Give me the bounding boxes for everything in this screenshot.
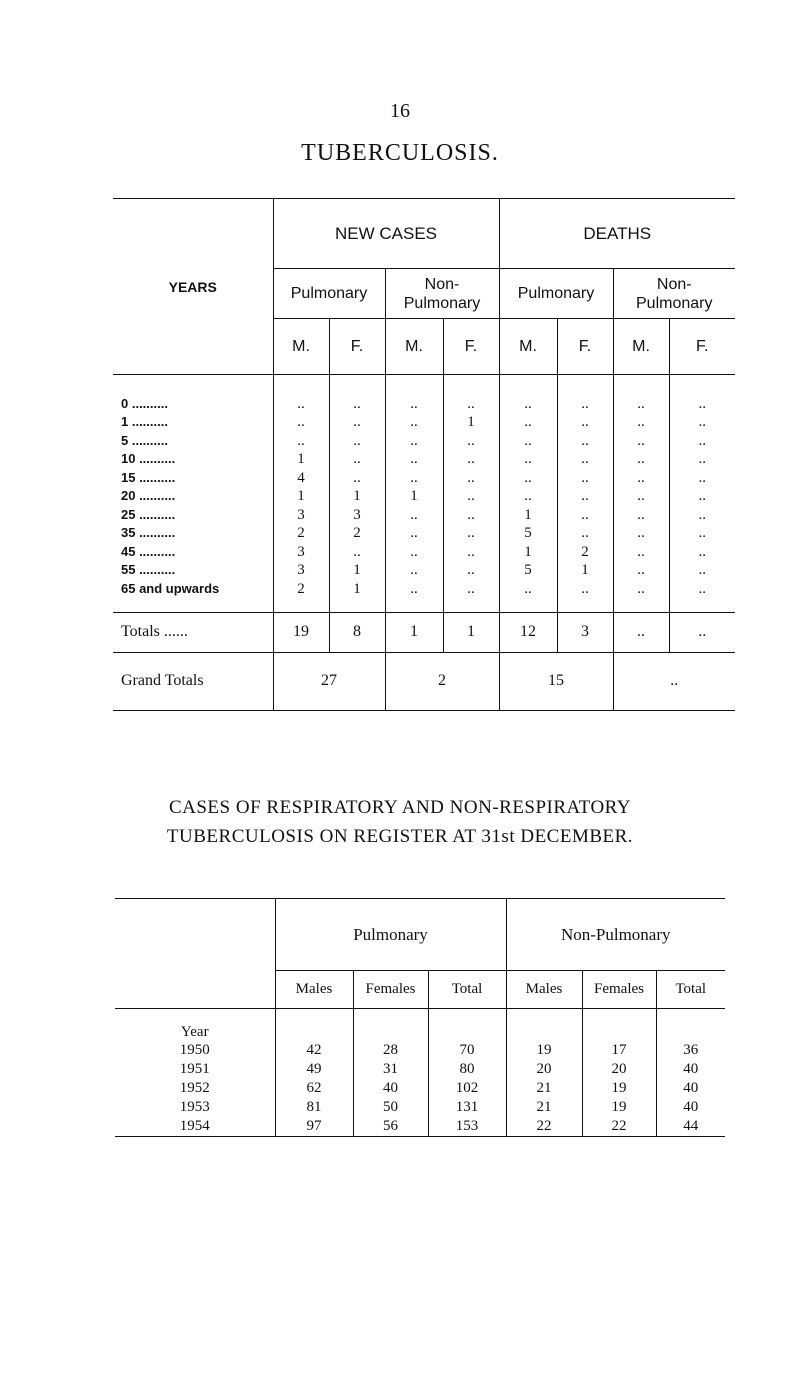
table-row [113, 413, 735, 432]
cell: 131 [428, 1098, 506, 1117]
cell: 1 [499, 543, 557, 562]
cell: .. [499, 432, 557, 451]
cell: 1 [385, 487, 443, 506]
table-row [113, 395, 735, 414]
cell: 2 [273, 524, 329, 543]
year-label: 55 .......... [113, 561, 273, 580]
cell: 19 [582, 1098, 656, 1117]
cell: .. [385, 432, 443, 451]
table-row [113, 561, 735, 580]
cell: 28 [353, 1041, 428, 1060]
cell: .. [443, 543, 499, 562]
col-males: Males [506, 971, 582, 1009]
col-total: Total [428, 971, 506, 1009]
cell: .. [698, 580, 706, 597]
year-label: Year [115, 1009, 275, 1041]
cell: 80 [428, 1060, 506, 1079]
cell: 2 [385, 652, 499, 710]
cell: 1 [557, 561, 613, 580]
cell: .. [557, 524, 613, 543]
cell: .. [329, 432, 385, 451]
cell: .. [329, 543, 385, 562]
cell: .. [443, 395, 499, 414]
cell: .. [557, 432, 613, 451]
col-f: F. [329, 319, 385, 375]
cell: 153 [428, 1117, 506, 1137]
year-label: 65 and upwards [113, 580, 273, 599]
cell: .. [613, 395, 669, 414]
cell: 21 [506, 1098, 582, 1117]
year-label: 0 .......... [113, 395, 273, 414]
page-number: 16 [390, 100, 410, 122]
years-header: YEARS [113, 199, 273, 375]
cell: 1 [329, 487, 385, 506]
cell: 3 [273, 506, 329, 525]
cell: .. [557, 395, 613, 414]
cell: 70 [428, 1041, 506, 1060]
non-pulmonary-header: Non-Pulmonary [506, 899, 725, 971]
col-total: Total [675, 981, 707, 997]
cell: .. [557, 469, 613, 488]
col-f: F. [696, 337, 709, 355]
cell: 49 [275, 1060, 353, 1079]
cell: 15 [499, 652, 613, 710]
cell: .. [698, 623, 707, 640]
cell: 44 [683, 1117, 699, 1134]
cell: 3 [329, 506, 385, 525]
death-pulmonary-header: Pulmonary [499, 269, 613, 319]
cell: .. [385, 580, 443, 599]
cell: .. [329, 395, 385, 414]
cell: .. [613, 543, 669, 562]
cell: .. [557, 506, 613, 525]
cell: 27 [273, 652, 385, 710]
cell: .. [613, 450, 669, 469]
cell: 2 [273, 580, 329, 599]
cell: 3 [273, 561, 329, 580]
cell: .. [499, 580, 557, 599]
cell: 40 [353, 1079, 428, 1098]
cell: .. [613, 432, 669, 451]
cell: .. [613, 469, 669, 488]
cell: 19 [506, 1041, 582, 1060]
cell: .. [698, 451, 706, 467]
table-row [115, 1041, 725, 1060]
cell: .. [557, 450, 613, 469]
cell: .. [613, 506, 669, 525]
cell: .. [443, 561, 499, 580]
cell: 1 [329, 580, 385, 599]
cell: 40 [683, 1098, 699, 1115]
cell: .. [385, 561, 443, 580]
year-cell: 1950 [115, 1041, 275, 1060]
cell: 1 [273, 487, 329, 506]
year-label: 45 .......... [113, 543, 273, 562]
cell: .. [557, 413, 613, 432]
table-row [113, 524, 735, 543]
cell: .. [557, 487, 613, 506]
cell: 20 [506, 1060, 582, 1079]
page-title: TUBERCULOSIS. [301, 140, 499, 166]
register-title-line-1: CASES OF RESPIRATORY AND NON-RESPIRATORY [168, 797, 632, 818]
cell: .. [613, 612, 669, 652]
cell: 42 [275, 1041, 353, 1060]
cell: .. [329, 469, 385, 488]
tuberculosis-cases-deaths-table [113, 198, 735, 711]
cell: .. [698, 488, 706, 504]
cell: .. [329, 413, 385, 432]
cell: .. [698, 469, 706, 486]
table-row [115, 1060, 725, 1079]
col-females: Females [582, 971, 656, 1009]
cell: .. [698, 432, 706, 449]
table-row [113, 580, 735, 599]
pulmonary-header: Pulmonary [275, 899, 506, 971]
new-pulmonary-header: Pulmonary [273, 269, 385, 319]
year-label: 20 .......... [113, 487, 273, 506]
cell: 5 [499, 524, 557, 543]
cell: .. [443, 506, 499, 525]
cell: .. [613, 524, 669, 543]
cell: .. [613, 413, 669, 432]
cell: 1 [329, 561, 385, 580]
cell: 31 [353, 1060, 428, 1079]
cell: .. [670, 672, 679, 689]
cell: .. [443, 469, 499, 488]
cell: .. [499, 487, 557, 506]
cell: .. [613, 580, 669, 599]
cell: 21 [506, 1079, 582, 1098]
cell: 102 [428, 1079, 506, 1098]
cell: 8 [329, 612, 385, 652]
deaths-header: DEATHS [499, 199, 735, 269]
cell: 40 [683, 1060, 699, 1077]
table-row [113, 506, 735, 525]
table-row [113, 543, 735, 562]
cell: .. [499, 413, 557, 432]
cell: 40 [683, 1079, 699, 1096]
cell: .. [385, 506, 443, 525]
cell: .. [443, 580, 499, 599]
cell: 1 [385, 612, 443, 652]
cell: .. [329, 450, 385, 469]
cell: 1 [443, 413, 499, 432]
grand-totals-label: Grand Totals [113, 652, 273, 710]
cell: 17 [582, 1041, 656, 1060]
cell: 97 [275, 1117, 353, 1137]
cell: .. [385, 543, 443, 562]
cell: .. [557, 580, 613, 599]
cell: 4 [273, 469, 329, 488]
totals-row [113, 612, 735, 652]
cell: 1 [499, 506, 557, 525]
cell: .. [385, 524, 443, 543]
col-m: M. [273, 319, 329, 375]
table-row [113, 487, 735, 506]
cell: .. [385, 395, 443, 414]
cell: .. [443, 487, 499, 506]
cell: .. [698, 543, 706, 560]
cell: 19 [273, 612, 329, 652]
year-cell: 1953 [115, 1098, 275, 1117]
cell: 50 [353, 1098, 428, 1117]
col-females: Females [353, 971, 428, 1009]
cell: .. [499, 450, 557, 469]
totals-label: Totals ...... [113, 612, 273, 652]
year-label: 1 .......... [113, 413, 273, 432]
col-m: M. [613, 319, 669, 375]
cell: 56 [353, 1117, 428, 1137]
year-label: 25 .......... [113, 506, 273, 525]
cell: 3 [273, 543, 329, 562]
cell: .. [273, 432, 329, 451]
cell: 3 [557, 612, 613, 652]
cell: 2 [557, 543, 613, 562]
cell: .. [499, 395, 557, 414]
year-label: 35 .......... [113, 524, 273, 543]
death-non-pulmonary-header: Non- Pulmonary [613, 269, 735, 319]
cell: .. [698, 506, 706, 523]
col-m: M. [499, 319, 557, 375]
year-label: 10 .......... [113, 450, 273, 469]
cell: 5 [499, 561, 557, 580]
cell: 1 [443, 612, 499, 652]
cell: 1 [273, 450, 329, 469]
new-cases-header: NEW CASES [273, 199, 499, 269]
year-cell: 1952 [115, 1079, 275, 1098]
cell: 20 [582, 1060, 656, 1079]
col-f: F. [443, 319, 499, 375]
cell: .. [698, 395, 706, 412]
year-label: 5 .......... [113, 432, 273, 451]
cell: .. [443, 524, 499, 543]
table-row [115, 1079, 725, 1098]
cell: .. [273, 395, 329, 414]
cell: 22 [582, 1117, 656, 1137]
cell: 81 [275, 1098, 353, 1117]
cell: .. [385, 413, 443, 432]
year-cell: 1951 [115, 1060, 275, 1079]
grand-totals-row [113, 652, 735, 710]
cell: .. [273, 413, 329, 432]
cell: 36 [683, 1041, 699, 1058]
cell: .. [698, 414, 706, 430]
table-row [113, 450, 735, 469]
table-row [115, 1117, 725, 1137]
cell: .. [385, 469, 443, 488]
cell: 12 [499, 612, 557, 652]
cell: .. [613, 487, 669, 506]
cell: 19 [582, 1079, 656, 1098]
cell: .. [698, 562, 706, 578]
col-males: Males [275, 971, 353, 1009]
cell: 22 [506, 1117, 582, 1137]
register-title [0, 793, 800, 851]
table-row [113, 469, 735, 488]
col-f: F. [557, 319, 613, 375]
cell: .. [443, 450, 499, 469]
col-m: M. [385, 319, 443, 375]
cell: .. [613, 561, 669, 580]
cell: .. [385, 450, 443, 469]
cell: 62 [275, 1079, 353, 1098]
cell: .. [698, 525, 706, 541]
year-cell: 1954 [115, 1117, 275, 1137]
year-label: 15 .......... [113, 469, 273, 488]
register-table [115, 898, 725, 1137]
register-title-line-2: TUBERCULOSIS ON REGISTER AT 31st DECEMBER. [166, 826, 634, 847]
cell: .. [443, 432, 499, 451]
table-row [115, 1098, 725, 1117]
cell: .. [499, 469, 557, 488]
cell: 2 [329, 524, 385, 543]
table-row [113, 432, 735, 451]
new-non-pulmonary-header: Non- Pulmonary [385, 269, 499, 319]
